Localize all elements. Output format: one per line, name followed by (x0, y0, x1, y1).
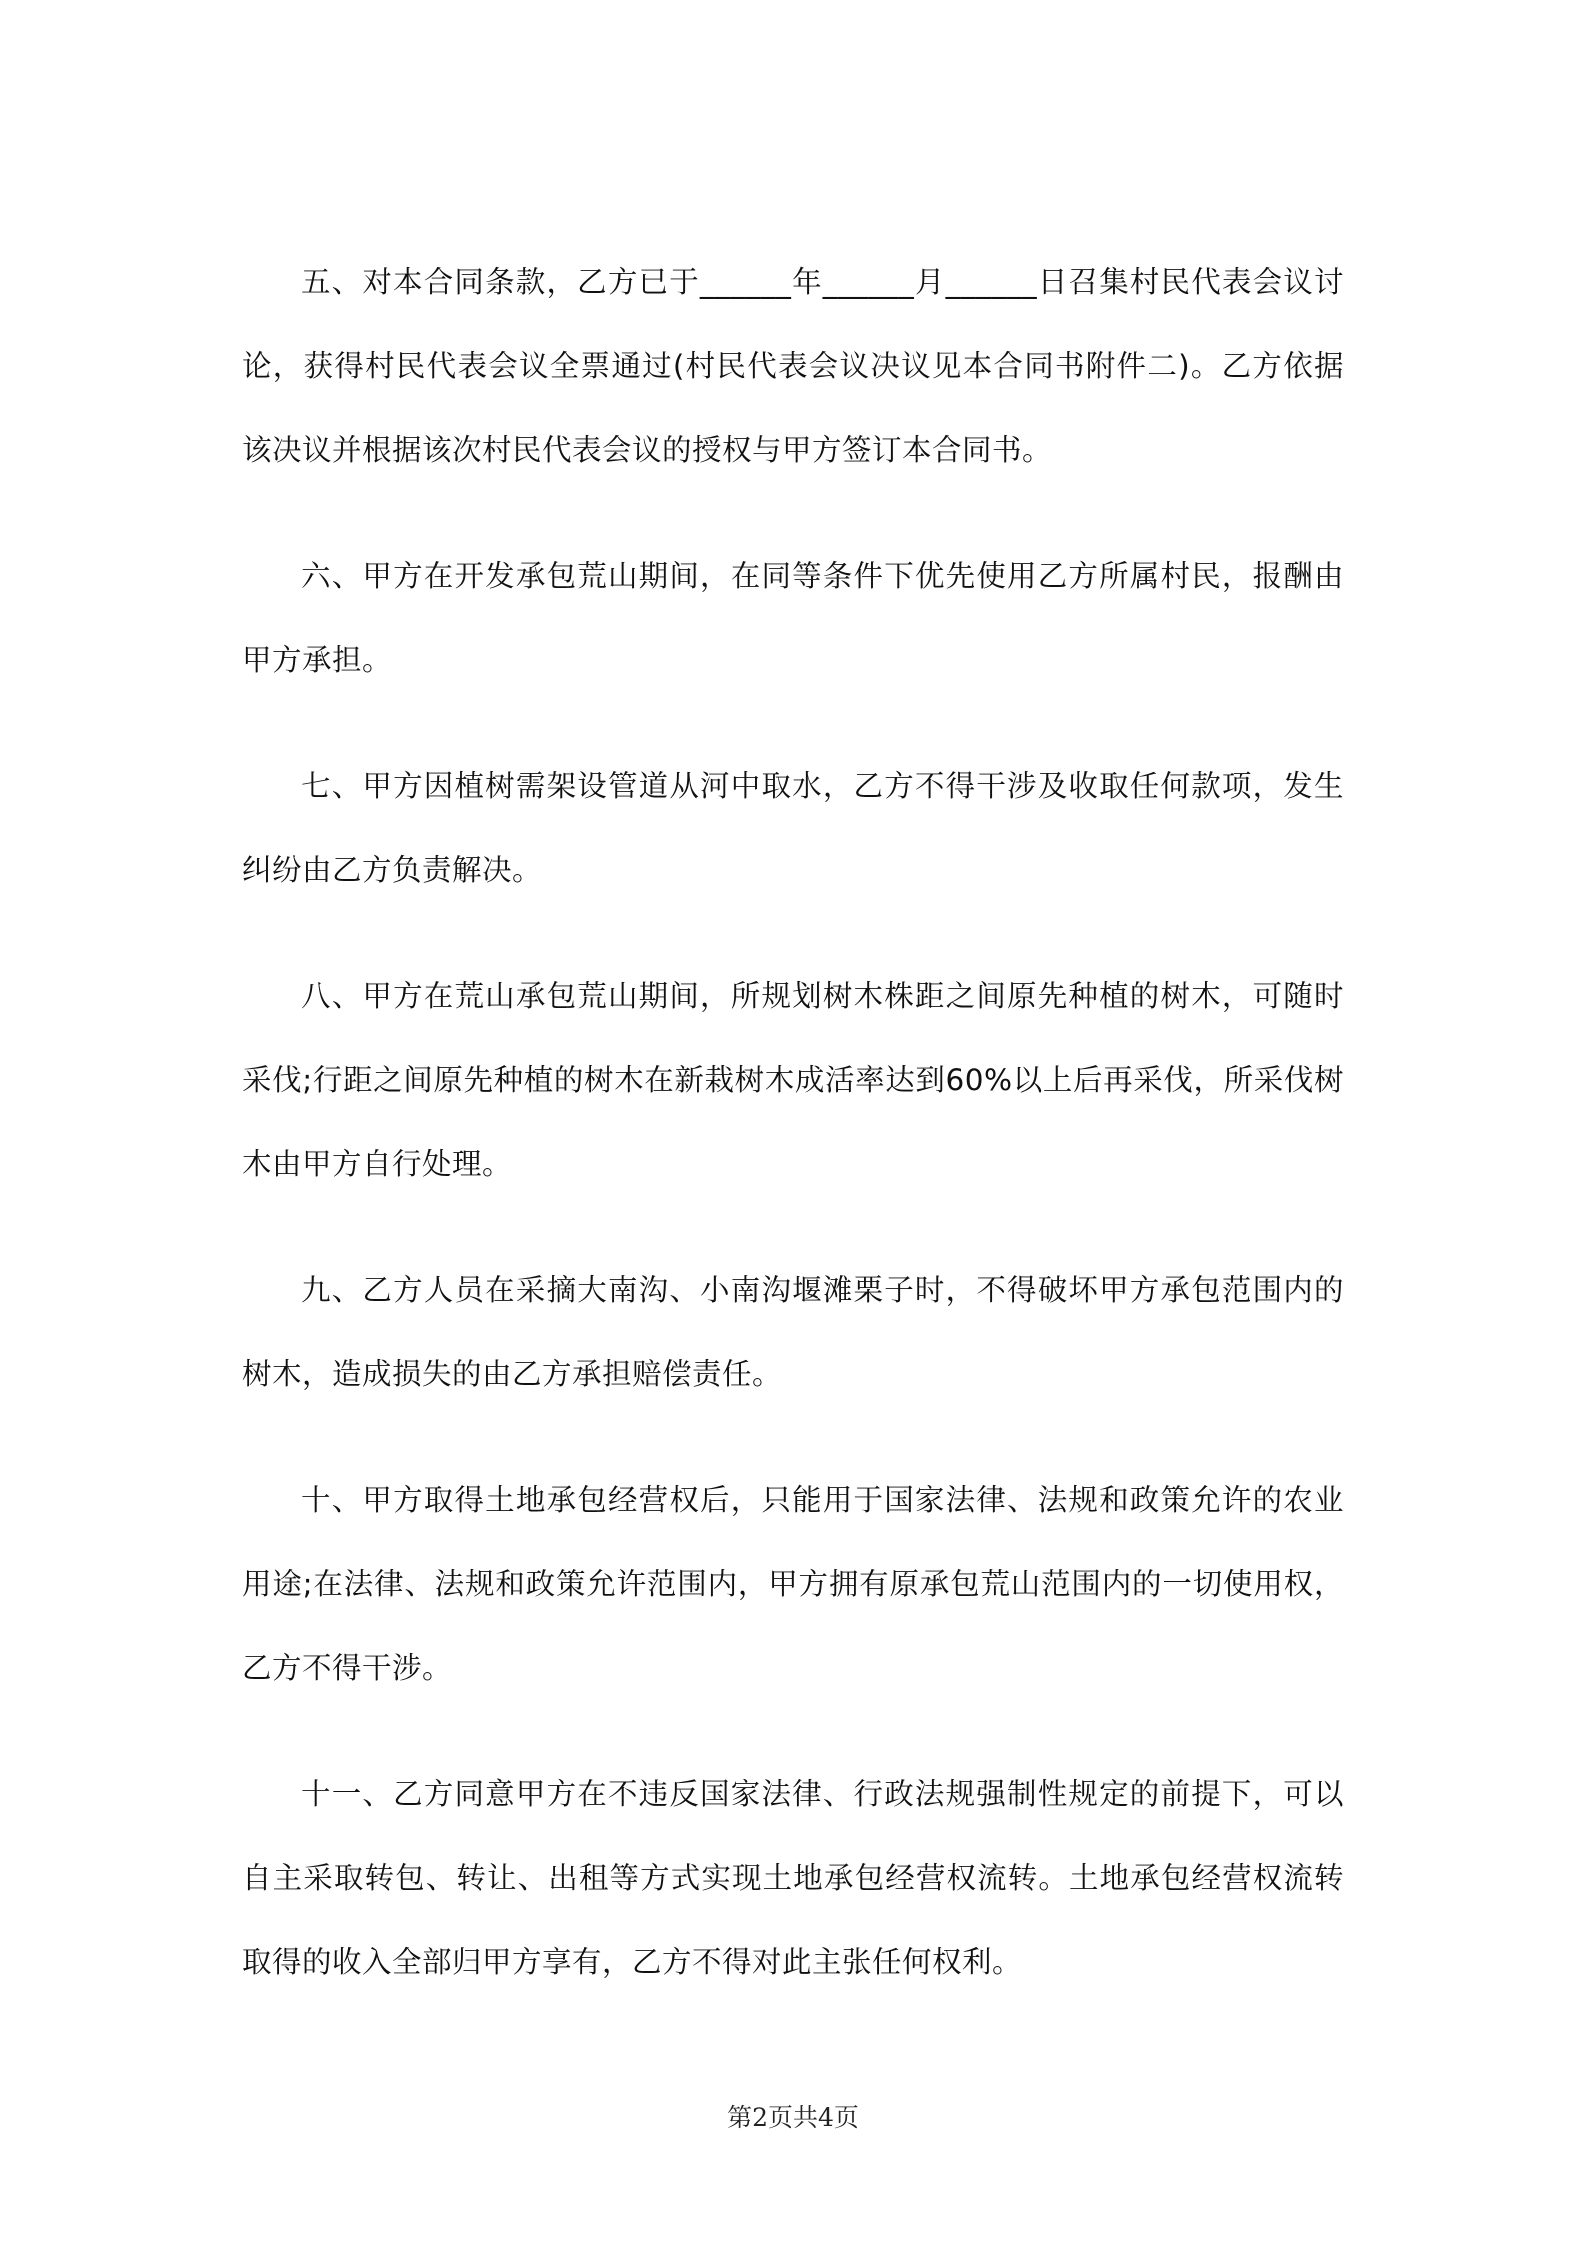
clause-8: 八、甲方在荒山承包荒山期间，所规划树木株距之间原先种植的树木，可随时采伐;行距之间原先种植的树木在新栽树木成活率达到60%以上后再采伐，所采伐树木由甲方自行处理。 (242, 979, 1344, 1181)
clause-5: 五、对本合同条款，乙方已于______年______月______日召集村民代表会议讨论，获得村民代表会议全票通过(村民代表会议决议见本合同书附件二)。乙方依据该决议并根据该次村民代表会议的授权与甲方签订本合同书。 (242, 265, 1344, 467)
clause-11: 十一、乙方同意甲方在不违反国家法律、行政法规强制性规定的前提下，可以自主采取转包、转让、出租等方式实现土地承包经营权流转。土地承包经营权流转取得的收入全部归甲方享有，乙方不得对此主张任何权利。 (242, 1777, 1344, 1979)
page-footer (0, 2098, 1586, 2134)
clause-9: 九、乙方人员在采摘大南沟、小南沟堰滩栗子时，不得破坏甲方承包范围内的树木，造成损失的由乙方承担赔偿责任。 (242, 1273, 1344, 1391)
clause-7: 七、甲方因植树需架设管道从河中取水，乙方不得干涉及收取任何款项，发生纠纷由乙方负责解决。 (242, 769, 1344, 887)
clause-6: 六、甲方在开发承包荒山期间，在同等条件下优先使用乙方所属村民，报酬由甲方承担。 (242, 559, 1344, 677)
clause-10: 十、甲方取得土地承包经营权后，只能用于国家法律、法规和政策允许的农业用途;在法律、法规和政策允许范围内，甲方拥有原承包荒山范围内的一切使用权，乙方不得干涉。 (242, 1483, 1344, 1685)
page-number-label: 第2页共4页 (727, 2103, 859, 2132)
document-body (242, 240, 1344, 2046)
